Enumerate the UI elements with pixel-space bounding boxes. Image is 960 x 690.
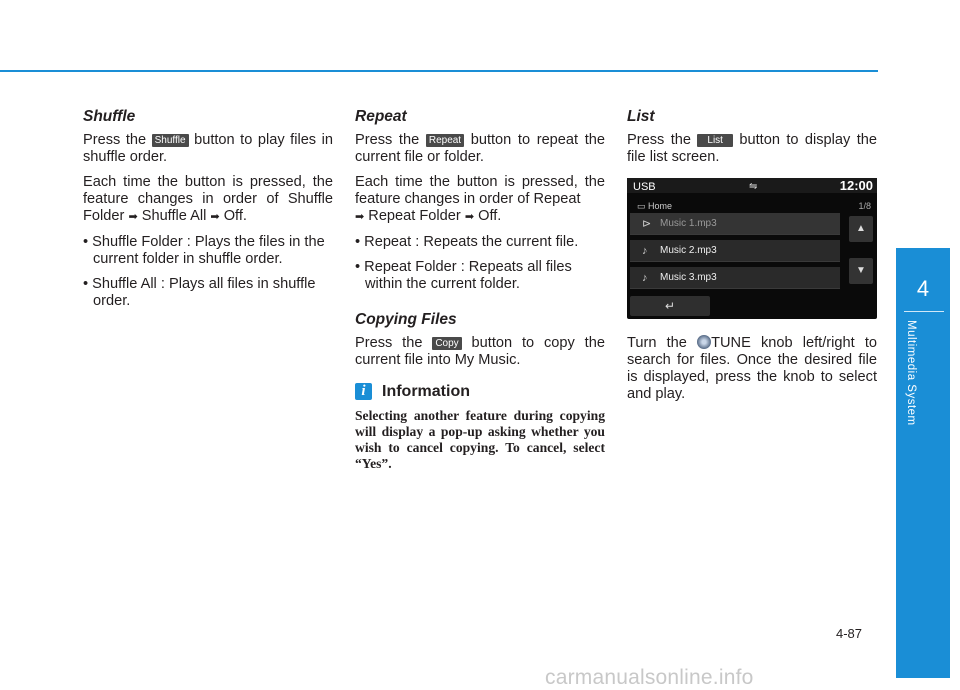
scroll-up-button[interactable] <box>849 216 873 242</box>
triangle-up-icon: ▲ <box>856 223 866 234</box>
music-note-icon: ♪ <box>642 245 648 257</box>
repeat-intro: Press the Repeat button to repeat the current file or folder. <box>355 132 605 165</box>
usb-icon: ⇋ <box>749 181 758 192</box>
screen-status-bar <box>627 178 877 193</box>
heading-copying: Copying Files <box>355 311 457 328</box>
triangle-down-icon: ▼ <box>856 265 866 276</box>
back-arrow-icon: ↵ <box>664 299 676 313</box>
shuffle-intro: Press the Shuffle button to play files in shuffle order. <box>83 132 333 165</box>
watermark: carmanualsonline.info <box>545 666 754 689</box>
file-list-item[interactable]: ⊳ Music 1.mp3 <box>630 213 840 235</box>
tune-instructions: Turn the TUNE knob left/right to search for files. Once the desired file is displayed, press the knob to select and play. <box>627 335 877 402</box>
arrow-icon: ➡ <box>210 211 220 223</box>
column-list <box>627 108 877 411</box>
info-header <box>355 383 605 400</box>
copying-intro: Press the Copy button to copy the current file into My Music. <box>355 335 605 368</box>
screen-page-count: 1/8 <box>858 201 871 211</box>
chapter-number: 4 <box>916 276 930 301</box>
info-body: Selecting another feature during copying will display a pop-up asking whether you wish to cancel copying. To cancel, select “Yes”. <box>355 408 605 471</box>
column-shuffle <box>83 108 333 318</box>
chapter-tab <box>896 248 950 678</box>
screen-time: 12:00 <box>839 178 873 193</box>
heading-shuffle: Shuffle <box>83 108 136 125</box>
chapter-divider <box>904 311 944 312</box>
arrow-icon: ➡ <box>355 211 365 223</box>
info-title: Information <box>382 383 470 400</box>
repeat-bullet-file: • Repeat : Repeats the current file. <box>355 234 579 250</box>
back-button[interactable] <box>630 296 710 316</box>
heading-list: List <box>627 108 655 125</box>
list-button-icon: List <box>697 134 733 147</box>
file-list-item[interactable]: ♪ Music 2.mp3 <box>630 240 840 262</box>
header-rule <box>0 70 878 72</box>
screen-path: ▭ Home <box>637 201 673 211</box>
repeat-bullet-folder: • Repeat Folder : Repeats all files within the current folder. <box>355 259 572 292</box>
file-list-screen <box>627 178 877 319</box>
scroll-down-button[interactable] <box>849 258 873 284</box>
list-intro: Press the List button to display the file list screen. <box>627 132 877 165</box>
repeat-order: Each time the button is pressed, the feature changes in order of Repeat ➡ Repeat Folder ➡ Off. <box>355 174 605 224</box>
column-repeat <box>355 108 605 472</box>
copy-button-icon: Copy <box>432 337 461 350</box>
section-title: Multimedia System <box>905 320 917 426</box>
screen-source: USB <box>633 181 656 193</box>
arrow-icon: ➡ <box>128 211 138 223</box>
heading-repeat: Repeat <box>355 108 407 125</box>
page-number: 4-87 <box>836 626 863 641</box>
folder-icon: ▭ <box>637 201 646 211</box>
file-list-item[interactable]: ♪ Music 3.mp3 <box>630 267 840 289</box>
info-icon: i <box>355 383 372 400</box>
play-icon: ⊳ <box>642 218 652 230</box>
shuffle-bullet-folder: • Shuffle Folder : Plays the files in the current folder in shuffle order. <box>83 234 325 267</box>
arrow-icon: ➡ <box>464 211 475 223</box>
shuffle-button-icon: Shuffle <box>152 134 189 147</box>
shuffle-bullet-all: • Shuffle All : Plays all files in shuffle order. <box>83 276 316 309</box>
tune-knob-icon <box>697 335 711 349</box>
repeat-button-icon: Repeat <box>426 134 464 147</box>
music-note-icon: ♪ <box>642 272 648 284</box>
shuffle-order: Each time the button is pressed, the feature changes in order of Shuffle Folder ➡ Shuffle All ➡ Off. <box>83 174 333 224</box>
